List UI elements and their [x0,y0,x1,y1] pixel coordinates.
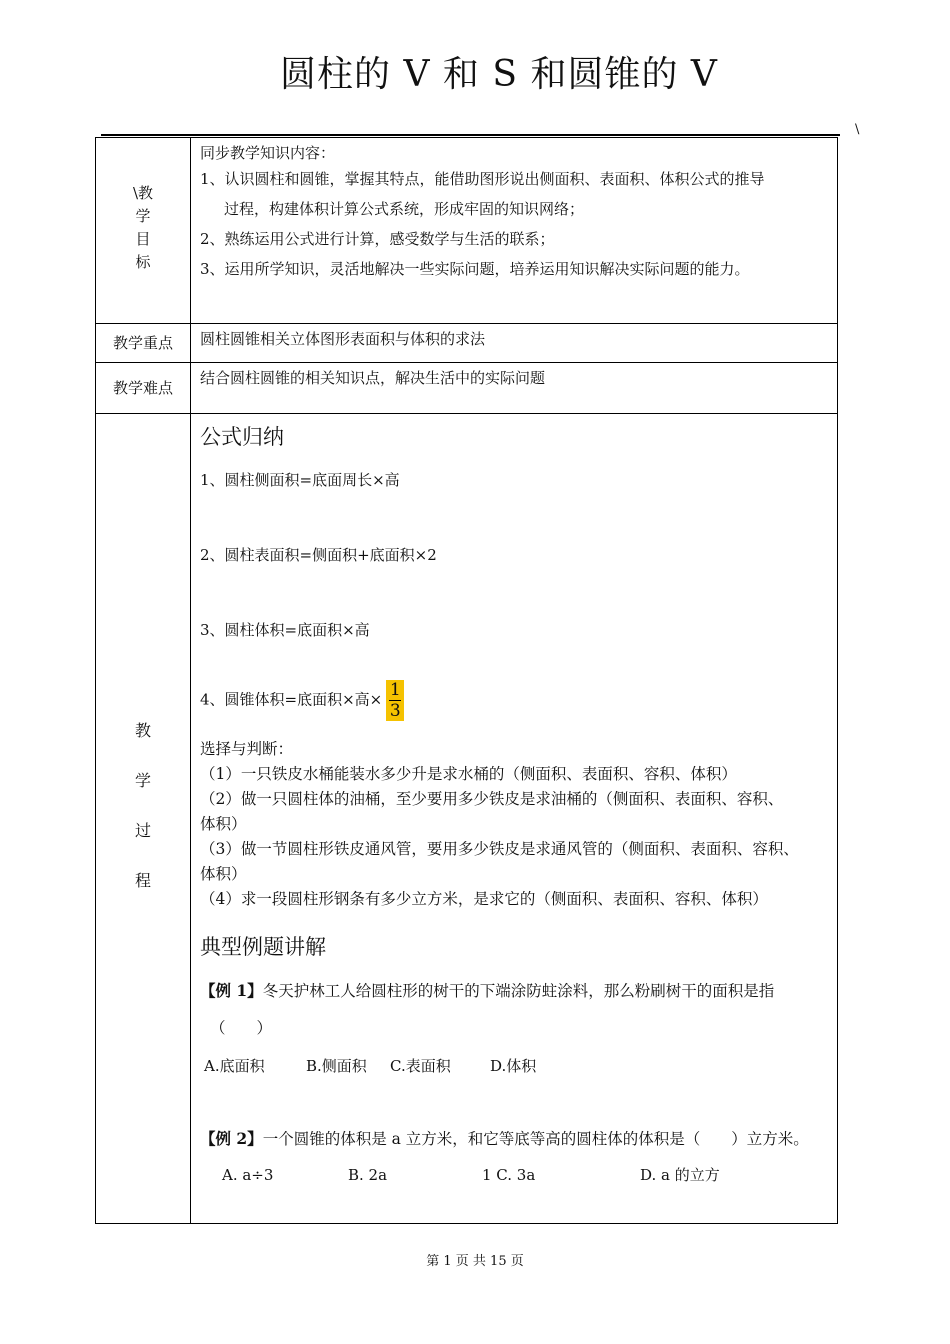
judge-item: （1）一只铁皮水桶能装水多少升是求水桶的（侧面积、表面积、容积、体积） [200,765,737,783]
process-label-line: 学 [134,771,151,790]
key-points-label: 教学重点 [96,324,191,363]
example-2-text: 一个圆锥的体积是 a 立方米，和它等底等高的圆柱体的体积是（ ）立方米。 [262,1130,809,1148]
key-points-content: 圆柱圆锥相关立体图形表面积与体积的求法 [191,324,838,363]
judge-item: （4）求一段圆柱形钢条有多少立方米，是求它的（侧面积、表面积、容积、体积） [200,890,768,908]
goals-label-line: 标 [135,253,151,271]
goal-item: 过程，构建体积计算公式系统，形成牢固的知识网络； [224,200,585,218]
goals-label-line: 目 [135,230,151,248]
option: A. a÷3 [222,1166,274,1184]
example-1-options [200,1055,827,1076]
corner-mark: \ [855,122,860,137]
title-rule [101,134,840,136]
formula-heading: 公式归纳 [200,425,284,449]
example-1 [200,978,827,1004]
difficulties-label: 教学难点 [96,363,191,414]
judge-item: 体积） [200,865,247,883]
formula-item: 2、圆柱表面积=侧面积+底面积×2 [200,546,437,564]
goal-item: 1、认识圆柱和圆锥，掌握其特点，能借助图形说出侧面积、表面积、体积公式的推导 [200,170,765,188]
goals-label [96,138,191,324]
goals-label-line: \教 [132,184,154,202]
goal-item: 2、熟练运用公式进行计算，感受数学与生活的联系； [200,230,555,248]
process-label-line: 程 [134,871,151,890]
option: D.体积 [490,1057,537,1075]
goals-content [191,138,838,324]
judge-item: （2）做一只圆柱体的油桶，至少要用多少铁皮是求油桶的（侧面积、表面积、容积、 [200,790,784,808]
example-2-options [200,1164,827,1185]
goals-header: 同步教学知识内容： [200,144,336,162]
example-2 [200,1126,827,1152]
example-1-text: 冬天护林工人给圆柱形的树干的下端涂防蛀涂料，那么粉刷树干的面积是指 [262,982,775,1000]
one-third-fraction: $\frac{1}{3}$ [386,680,404,721]
page-title: 圆柱的 V 和 S 和圆锥的 V [280,54,718,95]
page-footer: 第 1 页 共 15 页 [426,1254,524,1269]
goal-item: 3、运用所学知识，灵活地解决一些实际问题，培养运用知识解决实际问题的能力。 [200,260,750,278]
judge-item: （3）做一节圆柱形铁皮通风管，要用多少铁皮是求通风管的（侧面积、表面积、容积、 [200,840,799,858]
example-2-tag: 【例 2】 [200,1129,263,1148]
lesson-plan-table [95,137,838,1224]
examples-heading: 典型例题讲解 [200,935,326,959]
process-label-line: 过 [134,821,151,840]
judge-item: 体积） [200,815,247,833]
example-1-tag: 【例 1】 [200,981,263,1000]
option: D. a 的立方 [640,1166,720,1184]
process-label [96,414,191,1224]
judge-heading: 选择与判断： [200,740,294,758]
difficulties-content: 结合圆柱圆锥的相关知识点，解决生活中的实际问题 [191,363,838,414]
option: C.表面积 [390,1057,451,1075]
option: A.底面积 [204,1057,265,1075]
option: B. 2a [348,1166,388,1184]
formula-item-cone: 4、圆锥体积=底面积×高× $\frac{1}{3}$ [200,680,827,721]
process-label-line: 教 [134,721,151,740]
process-content [191,414,838,1224]
formula-item: 3、圆柱体积=底面积×高 [200,621,370,639]
option: B.侧面积 [306,1057,367,1075]
example-1-blank: （ ） [210,1019,273,1037]
option: 1 C. 3a [482,1166,536,1184]
formula-item: 1、圆柱侧面积=底面周长×高 [200,471,400,489]
goals-label-line: 学 [135,207,151,225]
